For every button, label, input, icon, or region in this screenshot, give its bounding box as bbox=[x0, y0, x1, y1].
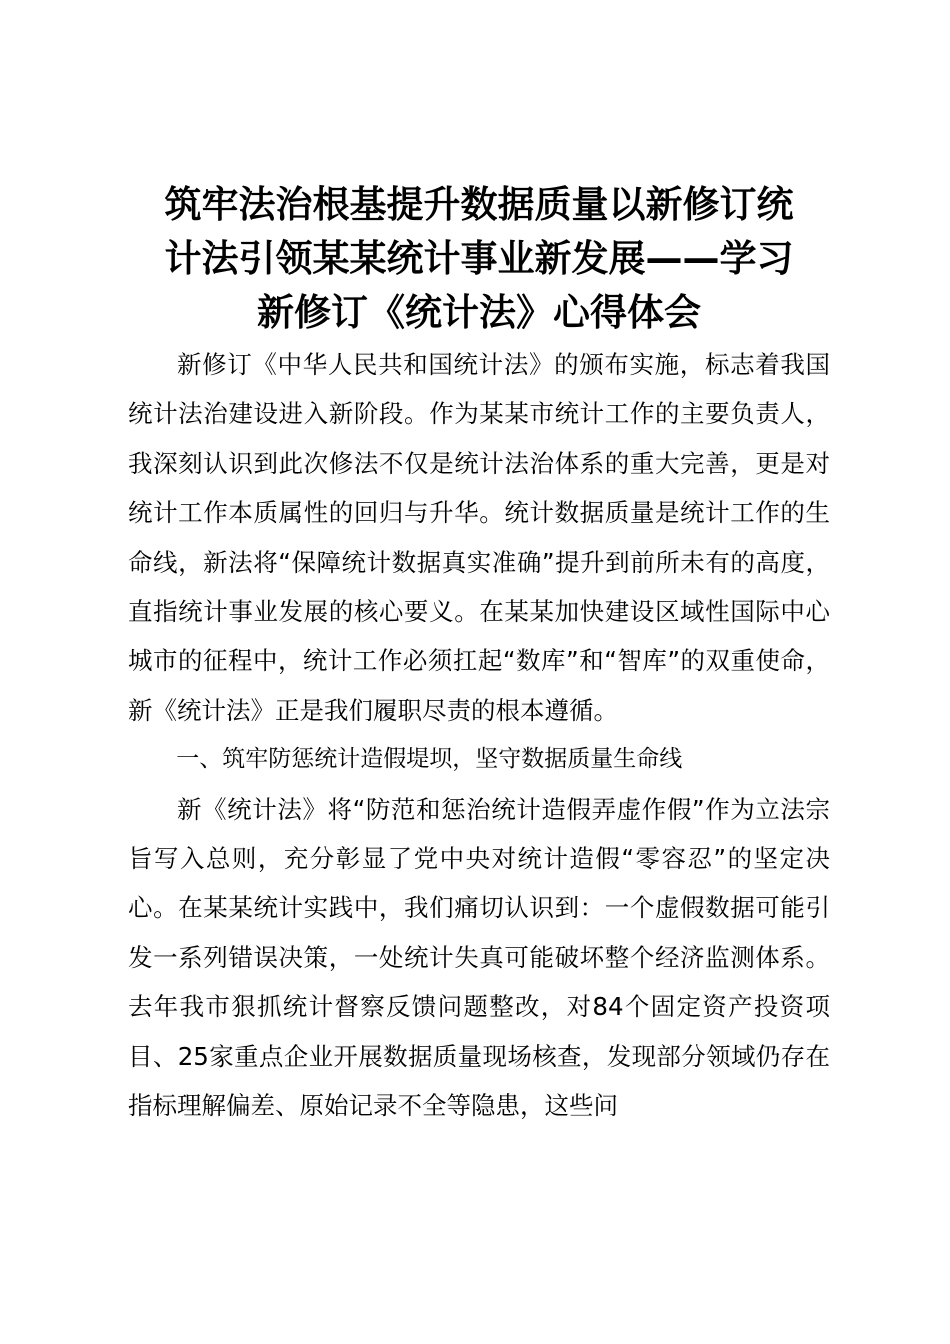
intro-paragraph: 新修订《中华人民共和国统计法》的颁布实施，标志着我国统计法治建设进入新阶段。作为某某市统计工作的主要负责人，我深刻认识到此次修法不仅是统计法治体系的重大完善，更是对统计工作本质属性的回归与升华。统计数据质量是统计工作的生命线，新法将“保障统计数据真实准确”提升到前所未有的高度，直指统计事业发展的核心要义。在某某加快建设区域性国际中心城市的征程中，统计工作必须扛起“数库”和“智库”的双重使命，新《统计法》正是我们履职尽责的根本遵循。 bbox=[128, 350, 830, 725]
title-line-3: 新修订《统计法》心得体会 bbox=[257, 291, 701, 334]
title-line-2: 计法引领某某统计事业新发展——学习 bbox=[164, 237, 794, 280]
section-heading: 一、筑牢防惩统计造假堤坝，坚守数据质量生命线 bbox=[176, 746, 683, 773]
document-title bbox=[128, 178, 830, 340]
document-page bbox=[128, 178, 830, 1131]
body-paragraph: 新《统计法》将“防范和惩治统计造假弄虚作假”作为立法宗旨写入总则，充分彰显了党中央对统计造假“零容忍”的坚定决心。在某某统计实践中，我们痛切认识到：一个虚假数据可能引发一系列错误决策，一处统计失真可能破坏整个经济监测体系。去年我市狠抓统计督察反馈问题整改，对84个固定资产投资项目、25家重点企业开展数据质量现场核查，发现部分领域仍存在指标理解偏差、原始记录不全等隐患，这些问 bbox=[128, 794, 830, 1121]
title-line-1: 筑牢法治根基提升数据质量以新修订统 bbox=[164, 183, 794, 226]
